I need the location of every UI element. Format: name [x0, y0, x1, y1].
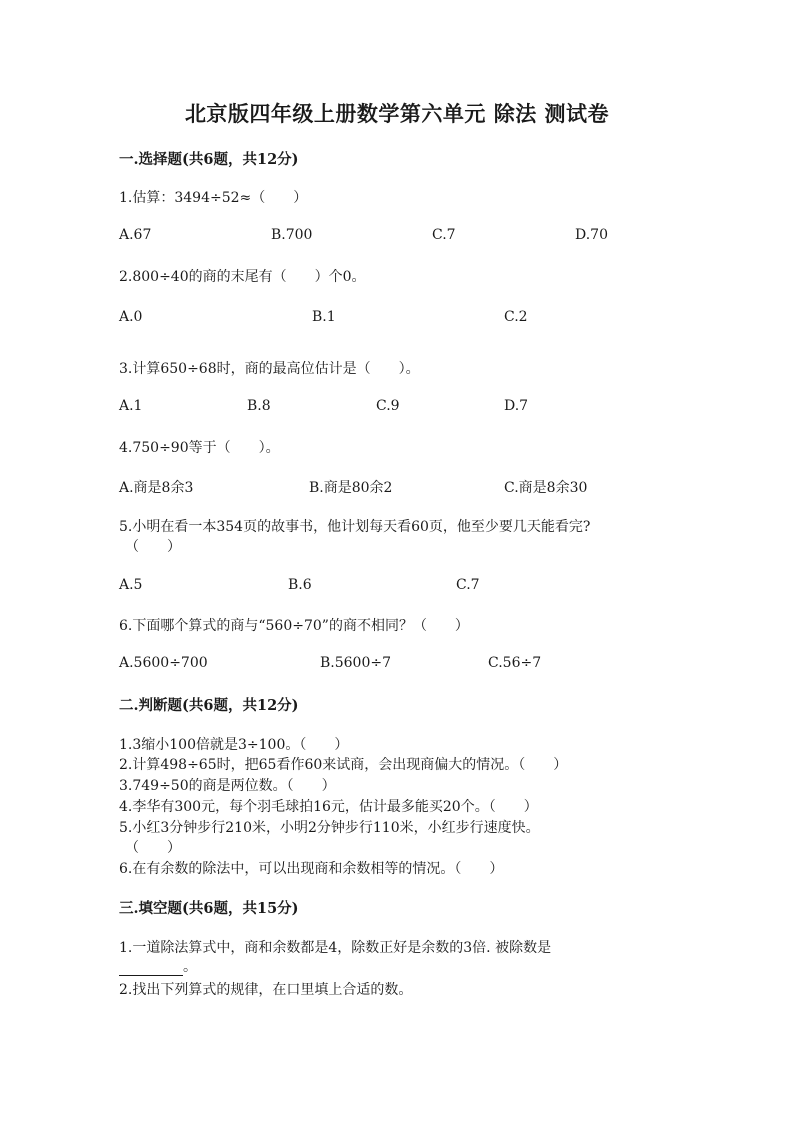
answer-blank[interactable]	[119, 961, 183, 976]
question-1-option-a: A.67	[119, 227, 152, 243]
question-6-option-b: B.5600÷7	[320, 655, 392, 671]
question-4-stem: 4.750÷90等于（ ）。	[119, 440, 280, 456]
question-5-option-a: A.5	[119, 577, 143, 593]
question-2-option-b: B.1	[312, 309, 336, 325]
question-6-option-a: A.5600÷700	[119, 655, 208, 671]
judgement-item-1: 1.3缩小100倍就是3÷100。（ ）	[119, 737, 349, 753]
question-1-option-b: B.700	[271, 227, 313, 243]
section-heading-judgement: 二.判断题(共6题，共12分)	[119, 697, 299, 714]
section-heading-fill-blank: 三.填空题(共6题，共15分)	[119, 900, 299, 917]
question-2-stem: 2.800÷40的商的末尾有（ ）个0。	[119, 269, 366, 285]
question-6-stem: 6.下面哪个算式的商与“560÷70”的商不相同？（ ）	[119, 618, 469, 634]
judgement-item-5-continued: （ ）	[125, 840, 181, 856]
section-heading-choice: 一.选择题(共6题，共12分)	[119, 151, 299, 168]
question-3-option-a: A.1	[119, 398, 143, 414]
judgement-item-3: 3.749÷50的商是两位数。（ ）	[119, 778, 336, 794]
judgement-item-2: 2.计算498÷65时，把65看作60来试商，会出现商偏大的情况。（ ）	[119, 757, 568, 773]
question-3-stem: 3.计算650÷68时，商的最高位估计是（ ）。	[119, 361, 420, 377]
question-5-option-c: C.7	[456, 577, 480, 593]
fill-blank-question-1-answer-line	[119, 956, 197, 976]
question-3-option-b: B.8	[247, 398, 271, 414]
question-5-stem-continued: （ ）	[125, 539, 181, 555]
fill-blank-question-1-end: 。	[183, 959, 197, 975]
page-title: 北京版四年级上册数学第六单元 除法 测试卷	[184, 101, 610, 126]
judgement-item-6: 6.在有余数的除法中，可以出现商和余数相等的情况。（ ）	[119, 861, 504, 877]
fill-blank-question-1: 1.一道除法算式中，商和余数都是4，除数正好是余数的3倍. 被除数是	[119, 940, 552, 956]
judgement-item-5: 5.小红3分钟步行210米，小明2分钟步行110米，小红步行速度快。	[119, 820, 540, 836]
question-4-option-a: A.商是8余3	[119, 480, 194, 496]
question-3-option-d: D.7	[504, 398, 529, 414]
judgement-item-4: 4.李华有300元，每个羽毛球拍16元，估计最多能买20个。（ ）	[119, 799, 538, 815]
question-1-option-d: D.70	[575, 227, 608, 243]
question-2-option-a: A.0	[119, 309, 143, 325]
question-5-stem: 5.小明在看一本354页的故事书，他计划每天看60页，他至少要几天能看完?	[119, 519, 591, 535]
question-1-option-c: C.7	[432, 227, 456, 243]
question-1-stem: 1.估算：3494÷52≈（ ）	[119, 190, 308, 206]
question-2-option-c: C.2	[504, 309, 528, 325]
fill-blank-question-2: 2.找出下列算式的规律，在口里填上合适的数。	[119, 982, 413, 998]
question-5-option-b: B.6	[288, 577, 312, 593]
question-4-option-b: B.商是80余2	[309, 480, 393, 496]
question-3-option-c: C.9	[376, 398, 400, 414]
question-4-option-c: C.商是8余30	[504, 480, 588, 496]
question-6-option-c: C.56÷7	[488, 655, 542, 671]
